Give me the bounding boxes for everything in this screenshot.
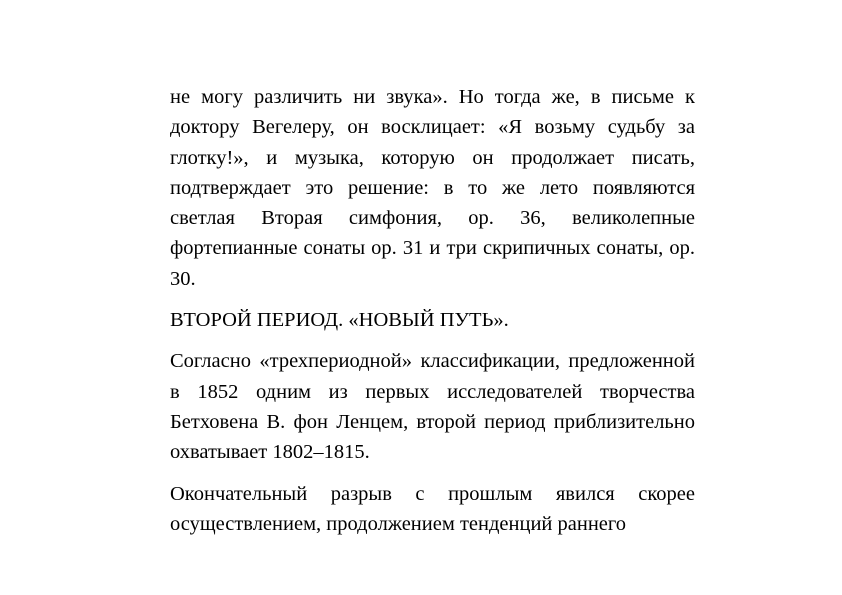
paragraph-3: Окончательный разрыв с прошлым явился скорее осуществлением, продолжением тенденций раннего xyxy=(170,482,695,535)
text-body xyxy=(170,82,695,539)
paragraph-2: Согласно «трехпериодной» классификации, предложенной в 1852 одним из первых исследователей творчества Бетховена В. фон Ленцем, второй период приблизительно охватывает 1802–1815. xyxy=(170,350,695,464)
paragraph-1: не могу различить ни звука». Но тогда же, в письме к доктору Вегелеру, он восклицает: «Я возьму судьбу за глотку!», и музыка, которую он продолжает писать, подтверждает это решение: в то же лето появляются светлая Вторая симфония, ор. 36, великолепные фортепианные сонаты ор. 31 и три скрипичных сонаты, ор. 30. xyxy=(170,86,695,290)
section-heading: ВТОРОЙ ПЕРИОД. «НОВЫЙ ПУТЬ». xyxy=(170,309,509,332)
